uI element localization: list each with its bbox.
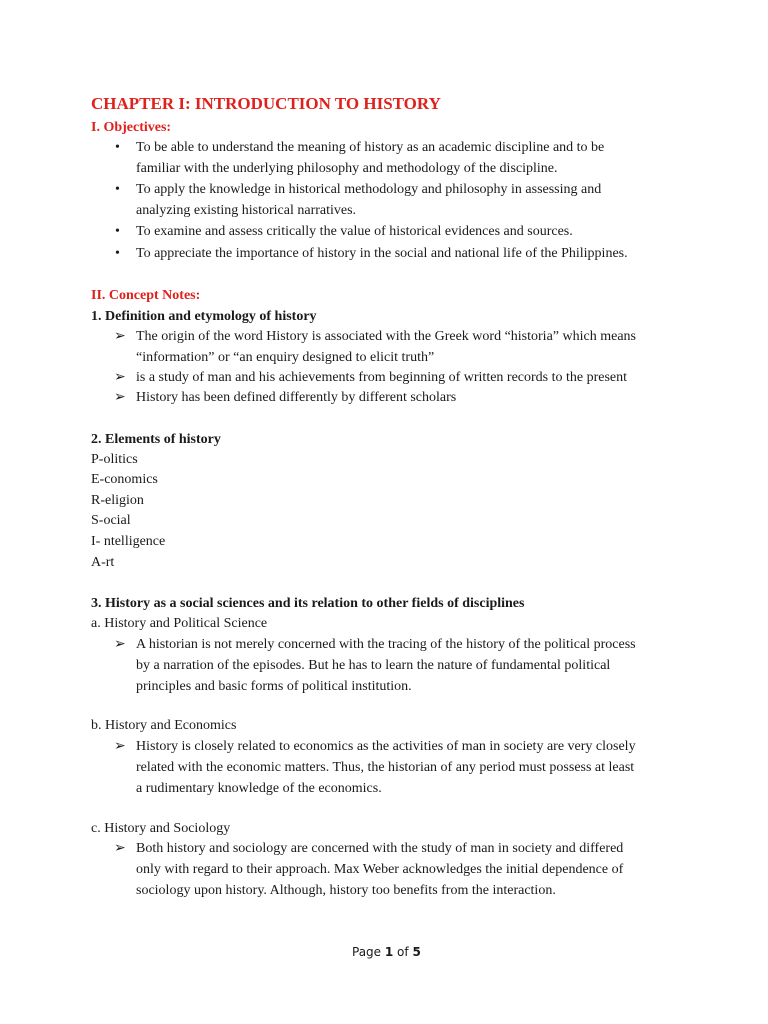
element-item: R-eligion: [91, 493, 144, 508]
arrow-bullet-icon: ➢: [114, 637, 126, 652]
subsection-text-line: Both history and sociology are concerned with the study of man in society and differed: [136, 841, 624, 856]
subsection-text-line: A historian is not merely concerned with the tracing of the history of the political process: [136, 637, 636, 652]
bullet-icon: •: [115, 224, 120, 239]
subsection-text-line: History is closely related to economics as the activities of man in society are very closely: [136, 739, 636, 754]
subsection-text-line: principles and basic forms of political institution.: [136, 679, 412, 694]
definition-text-line: “information” or “an enquiry designed to elicit truth”: [136, 350, 435, 365]
objective-text-line: familiar with the underlying philosophy and methodology of the discipline.: [136, 161, 558, 176]
element-item: A-rt: [91, 555, 115, 570]
bullet-icon: •: [115, 182, 120, 197]
subsection-title: b. History and Economics: [91, 718, 237, 733]
arrow-bullet-icon: ➢: [114, 329, 126, 344]
subsection-text-line: sociology upon history. Although, history too benefits from the interaction.: [136, 883, 556, 898]
definition-text-line: History has been defined differently by different scholars: [136, 390, 457, 405]
arrow-bullet-icon: ➢: [114, 370, 126, 385]
objective-text-line: To be able to understand the meaning of history as an academic discipline and to be: [136, 140, 605, 155]
page-number: 1: [384, 945, 394, 959]
bullet-icon: •: [115, 246, 120, 261]
subsection-text-line: related with the economic matters. Thus, the historian of any period must possess at least: [136, 760, 635, 775]
objective-text-line: analyzing existing historical narratives.: [136, 203, 357, 218]
bullet-icon: •: [115, 140, 120, 155]
subsection-title: a. History and Political Science: [91, 616, 268, 631]
element-item: P-olitics: [91, 452, 138, 467]
element-item: I- ntelligence: [91, 534, 166, 549]
arrow-bullet-icon: ➢: [114, 739, 126, 754]
definition-text-line: is a study of man and his achievements from beginning of written records to the present: [136, 370, 628, 385]
definition-text-line: The origin of the word History is associated with the Greek word “historia” which means: [136, 329, 636, 344]
subsection-text-line: a rudimentary knowledge of the economics.: [136, 781, 382, 796]
objectives-heading: I. Objectives:: [91, 120, 172, 135]
page-of: of: [393, 945, 413, 959]
relations-heading: 3. History as a social sciences and its relation to other fields of disciplines: [91, 596, 525, 611]
subsection-text-line: by a narration of the episodes. But he has to learn the nature of fundamental political: [136, 658, 611, 673]
subsection-text-line: only with regard to their approach. Max Weber acknowledges the initial dependence of: [136, 862, 624, 877]
arrow-bullet-icon: ➢: [114, 841, 126, 856]
objective-text-line: To apply the knowledge in historical methodology and philosophy in assessing and: [136, 182, 602, 197]
concept-notes-heading: II. Concept Notes:: [91, 288, 201, 303]
page-footer: [352, 942, 421, 963]
page-prefix: Page: [352, 945, 385, 959]
chapter-title: CHAPTER I: INTRODUCTION TO HISTORY: [91, 94, 441, 113]
definition-heading: 1. Definition and etymology of history: [91, 309, 317, 324]
element-item: E-conomics: [91, 472, 158, 487]
page-total: 5: [412, 945, 421, 959]
element-item: S-ocial: [91, 513, 131, 528]
elements-heading: 2. Elements of history: [91, 432, 221, 447]
objective-text-line: To appreciate the importance of history in the social and national life of the Philippines.: [136, 246, 628, 261]
subsection-title: c. History and Sociology: [91, 821, 231, 836]
arrow-bullet-icon: ➢: [114, 390, 126, 405]
objective-text-line: To examine and assess critically the value of historical evidences and sources.: [136, 224, 573, 239]
